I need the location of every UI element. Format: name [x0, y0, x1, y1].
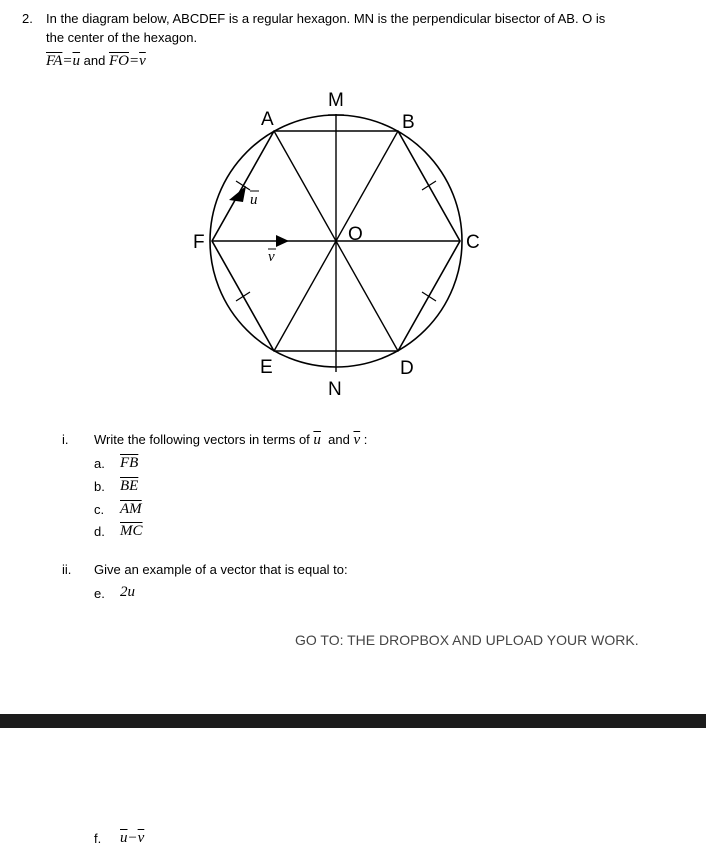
and-word: and [83, 53, 106, 68]
item-b-letter: b. [94, 479, 105, 494]
label-n: N [328, 379, 342, 400]
tick-side-bc [422, 181, 436, 190]
colon: : [363, 432, 368, 447]
minus-sign: − [127, 830, 138, 846]
given-vectors [46, 52, 146, 70]
equals-sign: = [128, 53, 140, 69]
part-i-prompt-text: Write the following vectors in terms of [94, 432, 310, 447]
vector-u: $\overline{u}$ [72, 53, 81, 69]
item-f-letter: f. [94, 831, 102, 846]
item-d-vector: $\overline{MC}$ [120, 523, 143, 539]
part-i-prompt [94, 431, 367, 449]
item-f-expr [120, 829, 144, 847]
item-d-letter: d. [94, 524, 105, 539]
label-e: E [260, 357, 273, 378]
vector-u: $\overline{u}$ [313, 432, 321, 448]
label-v: v [268, 249, 275, 265]
page-divider [0, 714, 706, 728]
part-ii-numeral: ii. [62, 562, 72, 577]
upload-instruction: GO TO: THE DROPBOX AND UPLOAD YOUR WORK. [295, 632, 639, 648]
part-ii-prompt: Give an example of a vector that is equal to: [94, 562, 348, 577]
item-e-letter: e. [94, 586, 105, 601]
part-i-numeral: i. [62, 432, 69, 447]
label-u: u [250, 192, 258, 208]
label-b: B [402, 112, 415, 133]
hexagon-diagram [180, 80, 500, 400]
vector-v: $\overline{v}$ [353, 432, 361, 448]
item-a-letter: a. [94, 456, 105, 471]
label-c: C [466, 232, 480, 253]
vector-v: $\overline{v}$ [137, 830, 145, 846]
arrow-u-icon [229, 186, 246, 202]
label-f: F [193, 232, 205, 253]
item-b-vector: $\overline{BE}$ [120, 478, 139, 494]
tick-side-cd [422, 292, 436, 301]
label-m: M [328, 90, 344, 111]
item-c-letter: c. [94, 502, 105, 517]
and-word: and [328, 432, 350, 447]
question-text-line2: the center of the hexagon. [46, 30, 198, 45]
vector-v: $\overline{v}$ [139, 53, 146, 69]
item-a-vector: $\overline{FB}$ [120, 455, 139, 471]
item-e-expr: 2u [120, 584, 135, 600]
question-text-line1: In the diagram below, ABCDEF is a regular hexagon. MN is the perpendicular bisector of AB. O is [46, 11, 606, 26]
equals-sign: = [62, 53, 73, 69]
label-o: O [348, 224, 363, 245]
question-number: 2. [22, 11, 33, 26]
tick-side-ef [236, 292, 250, 301]
label-a: A [261, 109, 274, 130]
label-d: D [400, 358, 414, 379]
arrow-v-icon [276, 235, 289, 247]
vector-fo: $\overline{FO}$ [108, 53, 129, 69]
vector-u: $\overline{u}$ [120, 830, 128, 846]
vector-fa: $\overline{FA}$ [46, 53, 63, 69]
item-c-vector: $\overline{AM}$ [120, 501, 142, 517]
